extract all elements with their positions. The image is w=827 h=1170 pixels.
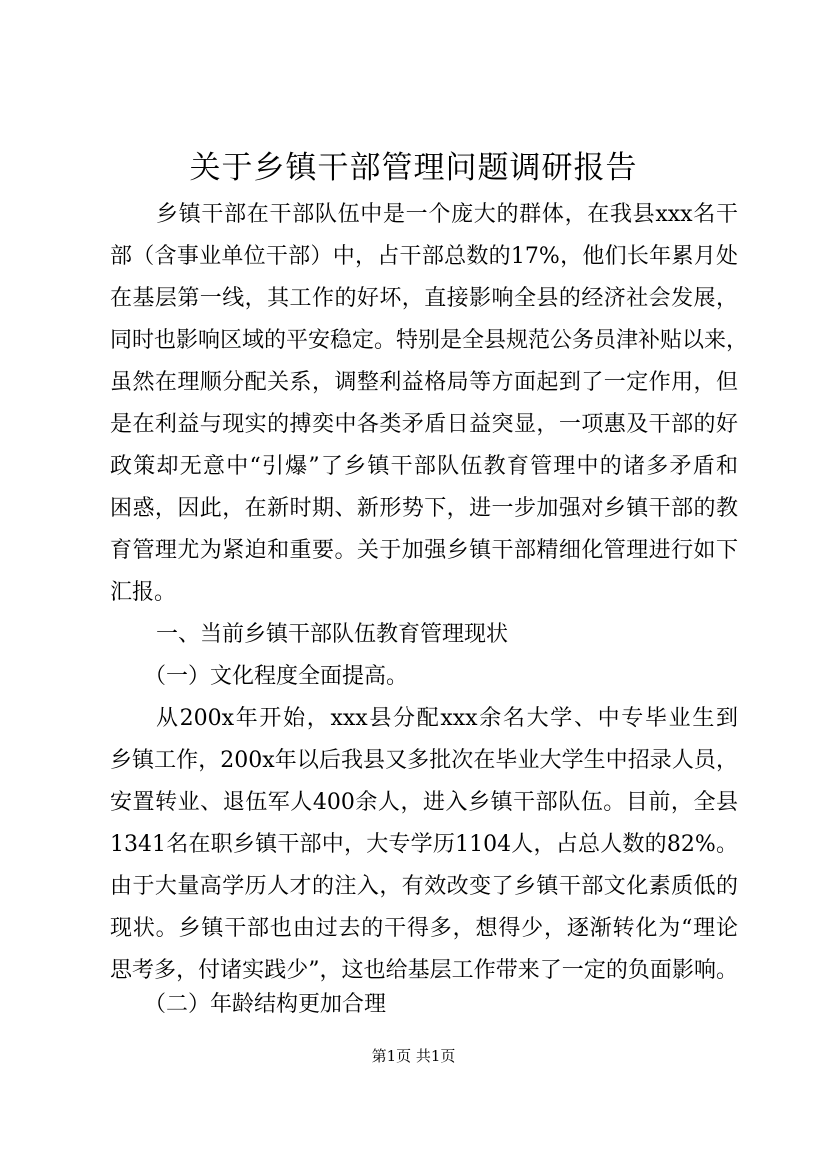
section-heading: 一、当前乡镇干部队伍教育管理现状 bbox=[156, 622, 509, 647]
paragraph-line: 现状。乡镇干部也由过去的干得多，想得少，逐渐转化为“理论 bbox=[110, 916, 738, 941]
paragraph-line: 是在利益与现实的搏奕中各类矛盾日益突显，一项惠及干部的好 bbox=[110, 412, 738, 437]
document-title: 关于乡镇干部管理问题调研报告 bbox=[189, 150, 638, 186]
paragraph-line: 从200x年开始，xxx县分配xxx余名大学、中专毕业生到 bbox=[156, 706, 738, 731]
paragraph-line: 育管理尤为紧迫和重要。关于加强乡镇干部精细化管理进行如下 bbox=[110, 538, 738, 563]
subsection-heading: （一）文化程度全面提高。 bbox=[144, 664, 409, 689]
paragraph-line: 乡镇干部在干部队伍中是一个庞大的群体，在我县xxx名干 bbox=[156, 202, 738, 227]
subsection-heading: （二）年龄结构更加合理 bbox=[144, 992, 387, 1017]
paragraph-line: 安置转业、退伍军人400余人，进入乡镇干部队伍。目前，全县 bbox=[110, 790, 738, 815]
paragraph-line: 部（含事业单位干部）中，占干部总数的17%，他们长年累月处 bbox=[110, 244, 738, 269]
paragraph-line: 思考多，付诸实践少”，这也给基层工作带来了一定的负面影响。 bbox=[110, 958, 738, 983]
paragraph-line: 在基层第一线，其工作的好坏，直接影响全县的经济社会发展， bbox=[110, 286, 738, 311]
paragraph-line: 同时也影响区域的平安稳定。特别是全县规范公务员津补贴以来， bbox=[110, 328, 749, 353]
paragraph-line: 乡镇工作，200x年以后我县又多批次在毕业大学生中招录人员， bbox=[110, 748, 738, 773]
page-footer: 第1页 共1页 bbox=[371, 1047, 456, 1065]
paragraph-line: 虽然在理顺分配关系，调整利益格局等方面起到了一定作用，但 bbox=[110, 370, 738, 395]
paragraph-line: 汇报。 bbox=[110, 580, 177, 605]
paragraph-line: 1341名在职乡镇干部中，大专学历1104人，占总人数的82%。 bbox=[110, 832, 738, 857]
paragraph-line: 由于大量高学历人才的注入，有效改变了乡镇干部文化素质低的 bbox=[110, 874, 738, 899]
paragraph-line: 政策却无意中“引爆”了乡镇干部队伍教育管理中的诸多矛盾和 bbox=[110, 454, 738, 479]
paragraph-line: 困惑，因此，在新时期、新形势下，进一步加强对乡镇干部的教 bbox=[110, 496, 738, 521]
